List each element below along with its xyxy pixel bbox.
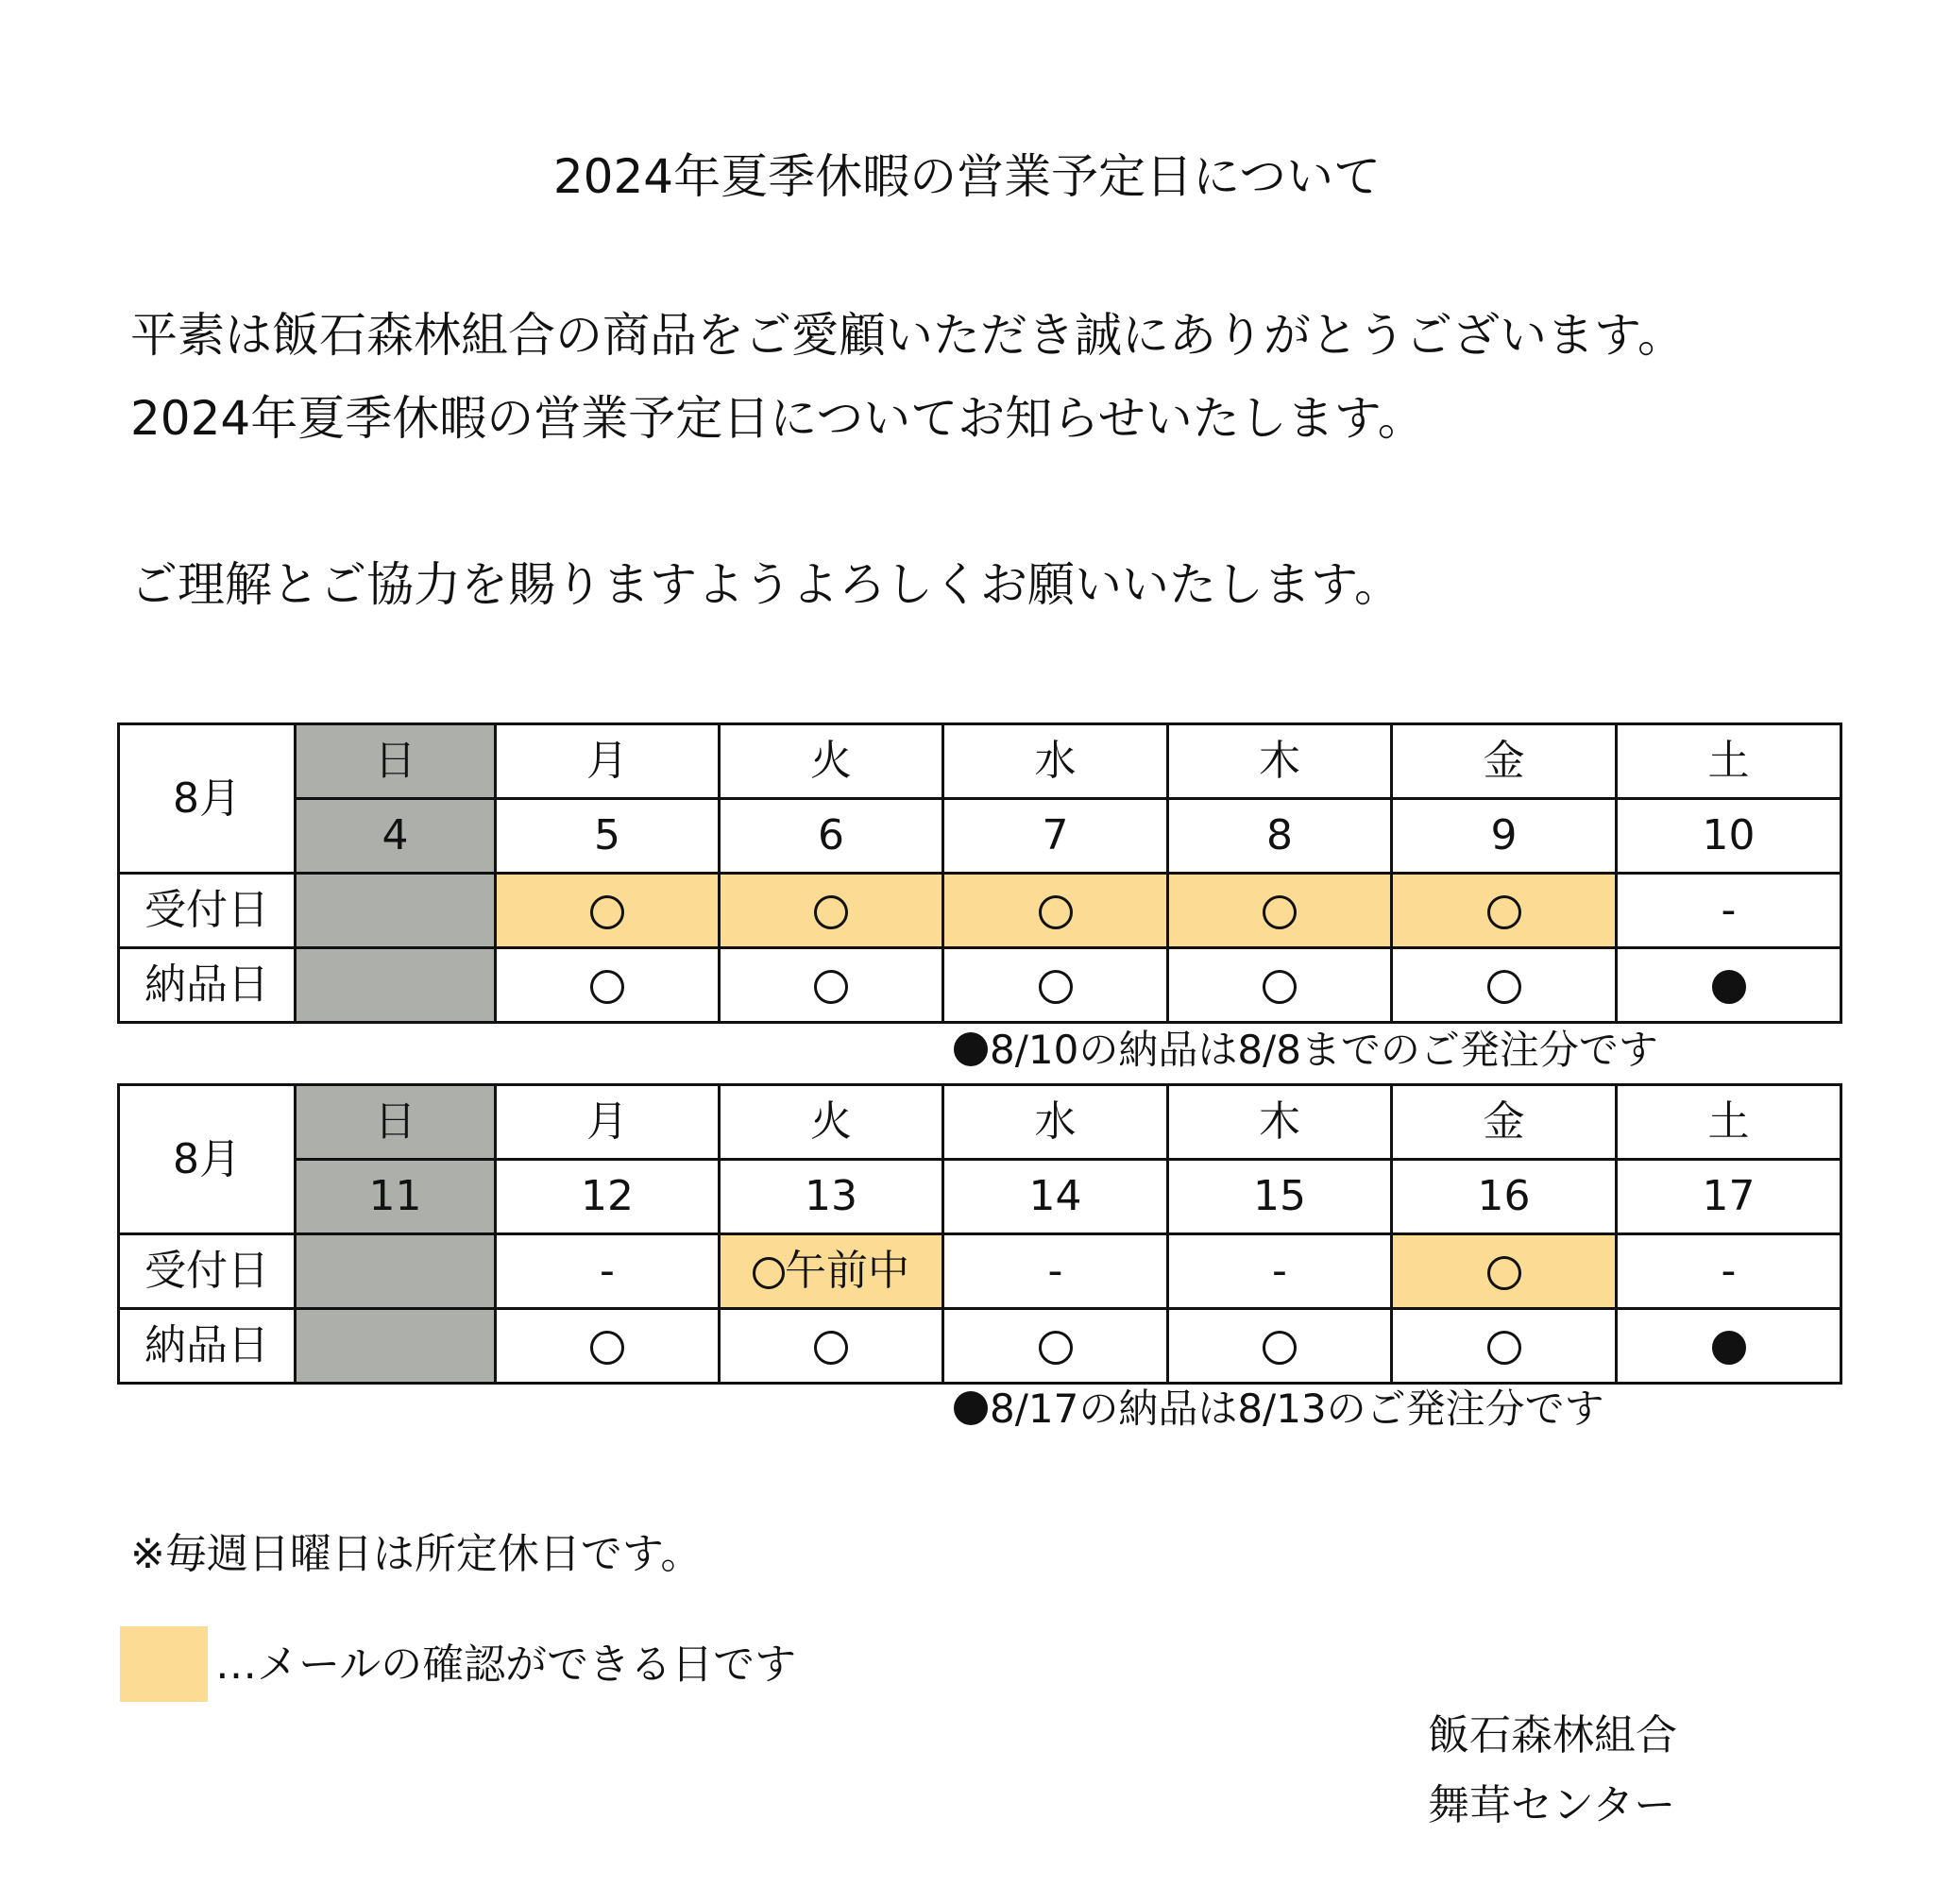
open-circle-icon bbox=[753, 1257, 785, 1289]
date-cell: 8 bbox=[1168, 799, 1392, 874]
reception-row bbox=[119, 1234, 1841, 1309]
open-circle-icon bbox=[1487, 1256, 1521, 1290]
cell-text: - bbox=[1721, 1247, 1737, 1295]
open-circle-icon bbox=[814, 970, 848, 1004]
cell-text: - bbox=[1047, 1247, 1063, 1295]
delivery-cell bbox=[1617, 948, 1841, 1023]
weekday-cell: 火 bbox=[720, 724, 943, 799]
open-circle-icon bbox=[1263, 1331, 1297, 1365]
date-cell: 10 bbox=[1617, 799, 1841, 874]
open-circle-icon bbox=[1039, 970, 1073, 1004]
filled-circle-icon bbox=[1712, 970, 1746, 1004]
reception-cell bbox=[1617, 874, 1841, 948]
delivery-cell bbox=[1168, 1309, 1392, 1384]
cell-text: - bbox=[1721, 886, 1737, 934]
row-label-reception: 受付日 bbox=[119, 1234, 296, 1309]
intro-line-1: 平素は飯石森林組合の商品をご愛顧いただき誠にありがとうございます。 bbox=[130, 308, 1685, 363]
weekday-cell: 月 bbox=[496, 724, 720, 799]
open-circle-icon bbox=[1263, 970, 1297, 1004]
weekday-cell: 水 bbox=[943, 1085, 1168, 1160]
delivery-cell bbox=[943, 948, 1168, 1023]
reception-cell bbox=[496, 1234, 720, 1309]
weekday-cell: 金 bbox=[1392, 724, 1617, 799]
sunday-note: ※毎週日曜日は所定休日です。 bbox=[130, 1530, 703, 1578]
delivery-row bbox=[119, 948, 1841, 1023]
date-cell: 6 bbox=[720, 799, 943, 874]
delivery-cell bbox=[943, 1309, 1168, 1384]
weekday-cell: 月 bbox=[496, 1085, 720, 1160]
weekday-row bbox=[119, 724, 1841, 799]
reception-cell bbox=[1168, 1234, 1392, 1309]
calendar-week-2 bbox=[117, 1083, 1842, 1385]
open-circle-icon bbox=[1263, 895, 1297, 929]
delivery-cell bbox=[1392, 948, 1617, 1023]
weekday-cell: 木 bbox=[1168, 724, 1392, 799]
date-cell: 15 bbox=[1168, 1160, 1392, 1234]
date-cell: 11 bbox=[296, 1160, 496, 1234]
weekday-cell: 日 bbox=[296, 724, 496, 799]
weekday-cell: 火 bbox=[720, 1085, 943, 1160]
delivery-cell bbox=[1617, 1309, 1841, 1384]
reception-cell bbox=[296, 1234, 496, 1309]
reception-cell bbox=[720, 1234, 943, 1309]
week-2-note-text: 8/17の納品は8/13のご発注分です bbox=[990, 1386, 1604, 1432]
open-circle-icon bbox=[1039, 1331, 1073, 1365]
weekday-cell: 木 bbox=[1168, 1085, 1392, 1160]
month-cell: 8月 bbox=[119, 1085, 296, 1234]
cell-text: - bbox=[600, 1247, 615, 1295]
date-cell: 16 bbox=[1392, 1160, 1617, 1234]
open-circle-icon bbox=[1487, 895, 1521, 929]
cell-text: - bbox=[1272, 1247, 1287, 1295]
reception-cell bbox=[296, 874, 496, 948]
weekday-cell: 土 bbox=[1617, 1085, 1841, 1160]
open-circle-icon bbox=[590, 1331, 624, 1365]
week-1-body bbox=[119, 724, 1841, 1023]
open-circle-icon bbox=[814, 1331, 848, 1365]
reception-cell bbox=[1392, 1234, 1617, 1309]
delivery-cell bbox=[720, 948, 943, 1023]
signature-org: 飯石森林組合 bbox=[1428, 1711, 1677, 1760]
open-circle-icon bbox=[590, 970, 624, 1004]
weekday-cell: 金 bbox=[1392, 1085, 1617, 1160]
row-label-reception: 受付日 bbox=[119, 874, 296, 948]
highlight-legend-swatch bbox=[120, 1626, 208, 1702]
delivery-cell bbox=[296, 1309, 496, 1384]
delivery-cell bbox=[720, 1309, 943, 1384]
reception-cell bbox=[943, 874, 1168, 948]
intro-line-2: 2024年夏季休暇の営業予定日についてお知らせいたします。 bbox=[130, 391, 1425, 446]
row-label-delivery: 納品日 bbox=[119, 948, 296, 1023]
open-circle-icon bbox=[590, 895, 624, 929]
reception-cell bbox=[720, 874, 943, 948]
delivery-cell bbox=[296, 948, 496, 1023]
filled-circle-icon bbox=[954, 1391, 988, 1425]
open-circle-icon bbox=[814, 895, 848, 929]
weekday-row bbox=[119, 1085, 1841, 1160]
week-2-note bbox=[954, 1383, 1604, 1436]
delivery-cell bbox=[1168, 948, 1392, 1023]
date-cell: 13 bbox=[720, 1160, 943, 1234]
week-2-body bbox=[119, 1085, 1841, 1384]
weekday-cell: 水 bbox=[943, 724, 1168, 799]
date-cell: 5 bbox=[496, 799, 720, 874]
filled-circle-icon bbox=[1712, 1331, 1746, 1365]
row-label-delivery: 納品日 bbox=[119, 1309, 296, 1384]
month-cell: 8月 bbox=[119, 724, 296, 874]
reception-cell bbox=[496, 874, 720, 948]
date-cell: 4 bbox=[296, 799, 496, 874]
date-row bbox=[119, 1160, 1841, 1234]
page-title: 2024年夏季休暇の営業予定日について bbox=[552, 149, 1382, 204]
weekday-cell: 土 bbox=[1617, 724, 1841, 799]
open-circle-icon bbox=[1487, 1331, 1521, 1365]
highlight-legend-text: …メールの確認ができる日です bbox=[215, 1640, 797, 1689]
date-cell: 17 bbox=[1617, 1160, 1841, 1234]
open-circle-icon bbox=[1487, 970, 1521, 1004]
delivery-cell bbox=[496, 948, 720, 1023]
week-1-note-text: 8/10の納品は8/8までのご発注分です bbox=[990, 1027, 1658, 1073]
filled-circle-icon bbox=[954, 1032, 988, 1066]
date-cell: 14 bbox=[943, 1160, 1168, 1234]
delivery-cell bbox=[496, 1309, 720, 1384]
date-cell: 7 bbox=[943, 799, 1168, 874]
reception-row bbox=[119, 874, 1841, 948]
date-cell: 12 bbox=[496, 1160, 720, 1234]
open-circle-icon bbox=[1039, 895, 1073, 929]
calendar-week-1 bbox=[117, 722, 1842, 1024]
intro-line-3: ご理解とご協力を賜りますようよろしくお願いいたします。 bbox=[130, 557, 1401, 612]
signature-dept: 舞茸センター bbox=[1428, 1781, 1676, 1829]
reception-cell bbox=[943, 1234, 1168, 1309]
delivery-row bbox=[119, 1309, 1841, 1384]
reception-cell bbox=[1168, 874, 1392, 948]
reception-cell bbox=[1617, 1234, 1841, 1309]
date-row bbox=[119, 799, 1841, 874]
weekday-cell: 日 bbox=[296, 1085, 496, 1160]
reception-cell bbox=[1392, 874, 1617, 948]
date-cell: 9 bbox=[1392, 799, 1617, 874]
week-1-note bbox=[954, 1024, 1658, 1077]
delivery-cell bbox=[1392, 1309, 1617, 1384]
cell-text: 午前中 bbox=[785, 1247, 909, 1295]
